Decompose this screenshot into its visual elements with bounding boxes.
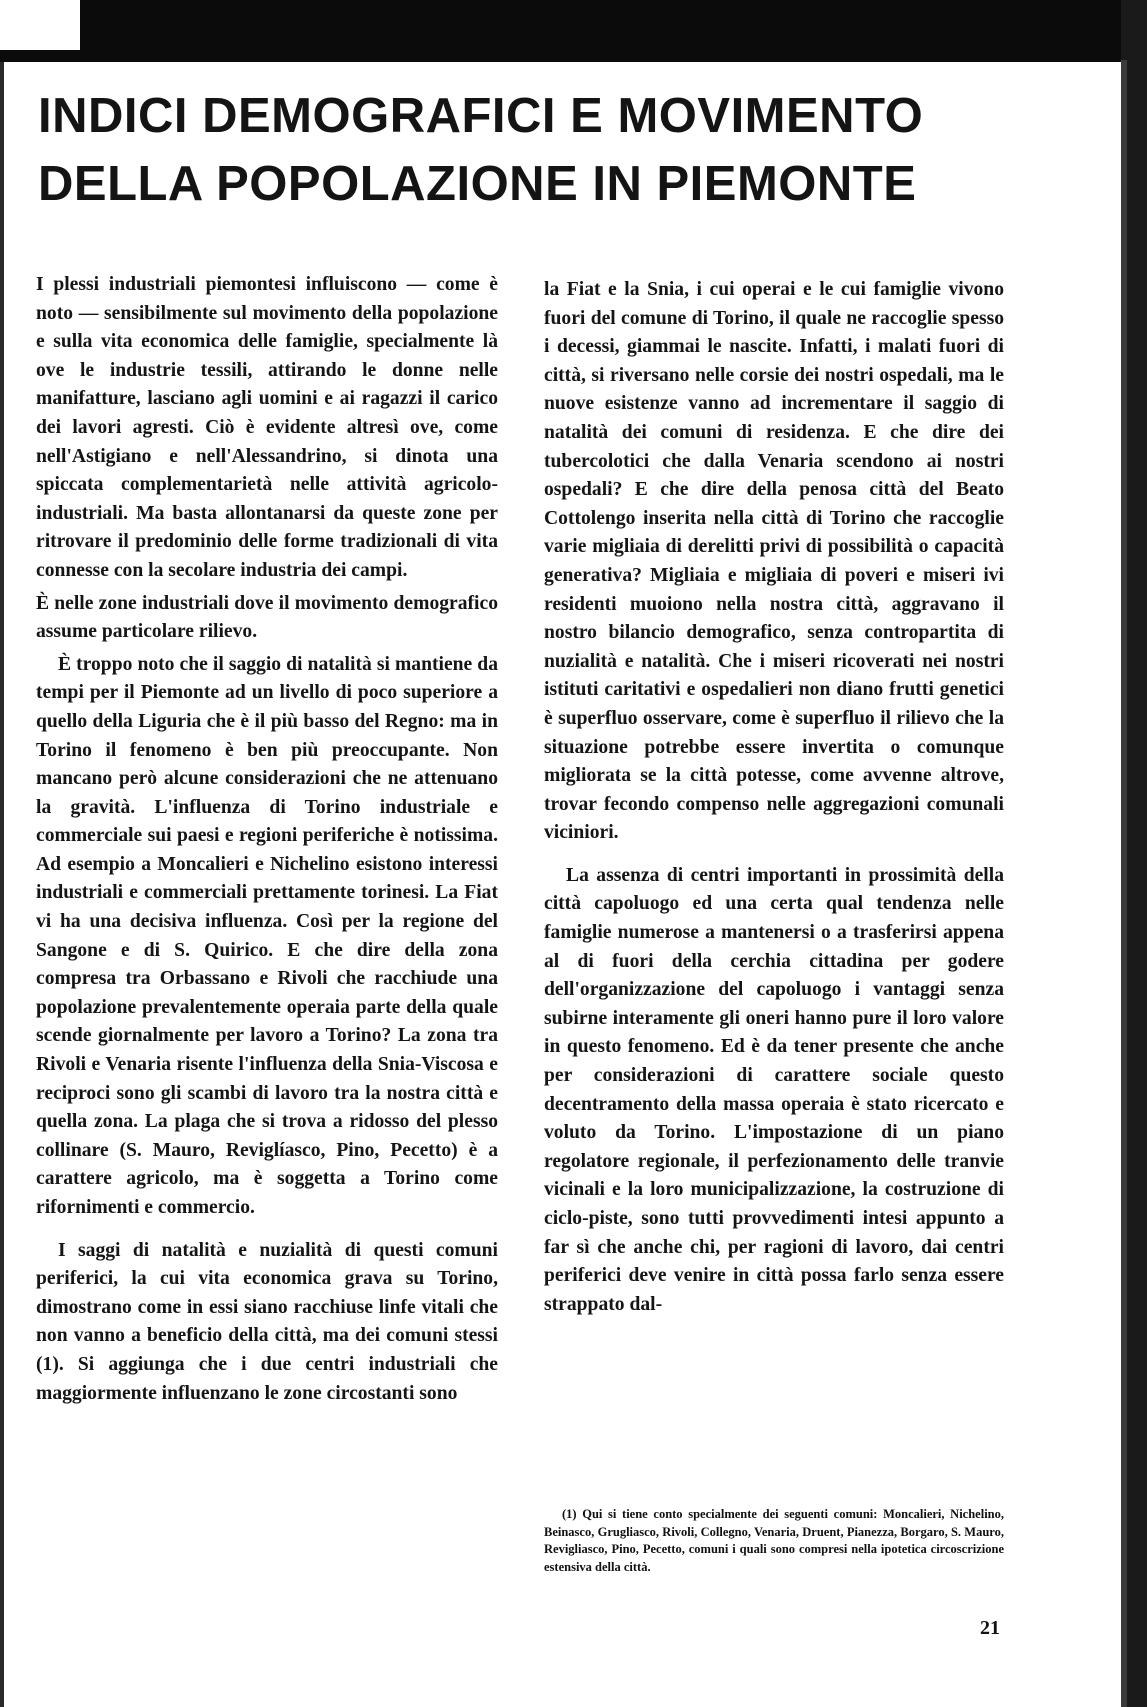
paragraph: I saggi di natalità e nuzialità di questi comuni periferici, la cui vita economica grava su Torino, dimostrano come in essi siano racchiuse linfe vitali che non vanno a beneficio della città, ma dei comuni stessi (1). Si aggiunga che i due centri industriali che maggiormente influenzano le zone circostanti sono — [36, 1239, 498, 1404]
top-scan-border — [0, 0, 1147, 62]
left-scan-border — [0, 62, 4, 1707]
title-line-1: INDICI DEMOGRAFICI E MOVIMENTO — [38, 89, 924, 143]
right-scan-shadow — [1121, 60, 1127, 1707]
paragraph: la Fiat e la Snia, i cui operai e le cui famiglie vivono fuori del comune di Torino, il quale ne raccoglie spesso i decessi, giammai le nascite. Infatti, i malati fuori di città, si riversano nelle corsie dei nostri ospedali, ma le nuove esistenze vanno ad incrementare il saggio di natalità dei comuni di residenza. E che dire dei tubercolotici che dalla Venaria scendono ai nostri ospedali? E che dire della penosa città del Beato Cottolengo inserita nella città di Torino che raccoglie varie migliaia di derelitti privi di possibilità o capacità generativa? Migliaia e migliaia di poveri e miseri ivi residenti muoiono nella nostra città, aggravano il nostro bilancio demografico, senza contropartita di nuzialità e natalità. Che i miseri ricoverati nei nostri istituti caritativi e ospedalieri non diano frutti genetici è superfluo osservare, come è superfluo il rilievo che la situazione potrebbe essere invertita o comunque migliorata se la città potesse, come avvenne altrove, trovar fecondo compenso nelle aggregazioni comunali viciniori. — [544, 279, 1004, 844]
title-line-2: DELLA POPOLAZIONE IN PIEMONTE — [38, 157, 917, 211]
scan-corner — [0, 0, 80, 50]
page-number: 21 — [980, 1617, 1000, 1639]
paragraph: I plessi industriali piemontesi influiscono — come è noto — sensibilmente sul movimento della popolazione e sulla vita economica delle famiglie, specialmente là ove le industrie tessili, attirando le donne nelle manifatture, lasciano agli uomini e ai ragazzi il carico dei lavori agresti. Ciò è evidente altresì ove, come nell'Astigiano e nell'Alessandrino, si dinota una spiccata complementarietà nelle attività agricolo-industriali. Ma basta allontanarsi da queste zone per ritrovare il predominio delle forme tradizionali di vita connesse con la secolare industria dei campi. — [36, 274, 498, 581]
right-scan-border — [1121, 0, 1147, 1707]
article-title — [38, 82, 1098, 218]
paragraph: La assenza di centri importanti in prossimità della città capoluogo ed una certa qual tendenza nelle famiglie numerose a mantenersi o a trasferirsi appena al di fuori della cerchia cittadina per godere dell'organizzazione del capoluogo i vantaggi senza subirne interamente gli oneri hanno pure il loro valore in questo fenomeno. Ed è da tener presente che anche per considerazioni di carattere sociale questo decentramento della massa operaia è stato ricercato e voluto da Torino. L'impostazione di un piano regolatore regionale, il perfezionamento delle tranvie vicinali e la loro municipalizzazione, la costruzione di ciclo-piste, sono tutti provvedimenti intesi appunto a far sì che anche chi, per ragioni di lavoro, dai centri periferici deve venire in città possa farlo senza essere strappato dal- — [544, 864, 1004, 1315]
left-column — [36, 271, 498, 1408]
paragraph: È troppo noto che il saggio di natalità si mantiene da tempi per il Piemonte ad un livello di poco superiore a quello della Liguria che è il più basso del Regno: ma in Torino il fenomeno è ben più preoccupante. Non mancano però alcune considerazioni che ne attenuano la gravità. L'influenza di Torino industriale e commerciale sui paesi e regioni periferiche è notissima. Ad esempio a Moncalieri e Nichelino esistono interessi industriali e commerciali prettamente torinesi. La Fiat vi ha una decisiva influenza. Così per la regione del Sangone e di S. Quirico. E che dire della zona compresa tra Orbassano e Rivoli che racchiude una popolazione prevalentemente operaia parte della quale scende giornalmente per lavoro a Torino? La zona tra Rivoli e Venaria risente l'influenza della Snia-Viscosa e reciproci sono gli scambi di lavoro tra la nostra città e quella zona. La plaga che si trova a ridosso del plesso collinare (S. Mauro, Reviglíasco, Pino, Pecetto) è a carattere agricolo, ma è soggetta a Torino come rifornimenti e commercio. — [36, 653, 498, 1218]
paragraph: È nelle zone industriali dove il movimento demografico assume particolare rilievo. — [36, 592, 498, 643]
right-column — [544, 276, 1004, 1319]
footnote: (1) Qui si tiene conto specialmente dei seguenti comuni: Moncalieri, Nichelino, Beinasco, Grugliasco, Rivoli, Collegno, Venaria, Druent, Pianezza, Borgaro, S. Mauro, Revigliasco, Pino, Pecetto, comuni i quali sono compresi nella ipotetica circoscrizione estensiva della città. — [544, 1507, 1004, 1574]
